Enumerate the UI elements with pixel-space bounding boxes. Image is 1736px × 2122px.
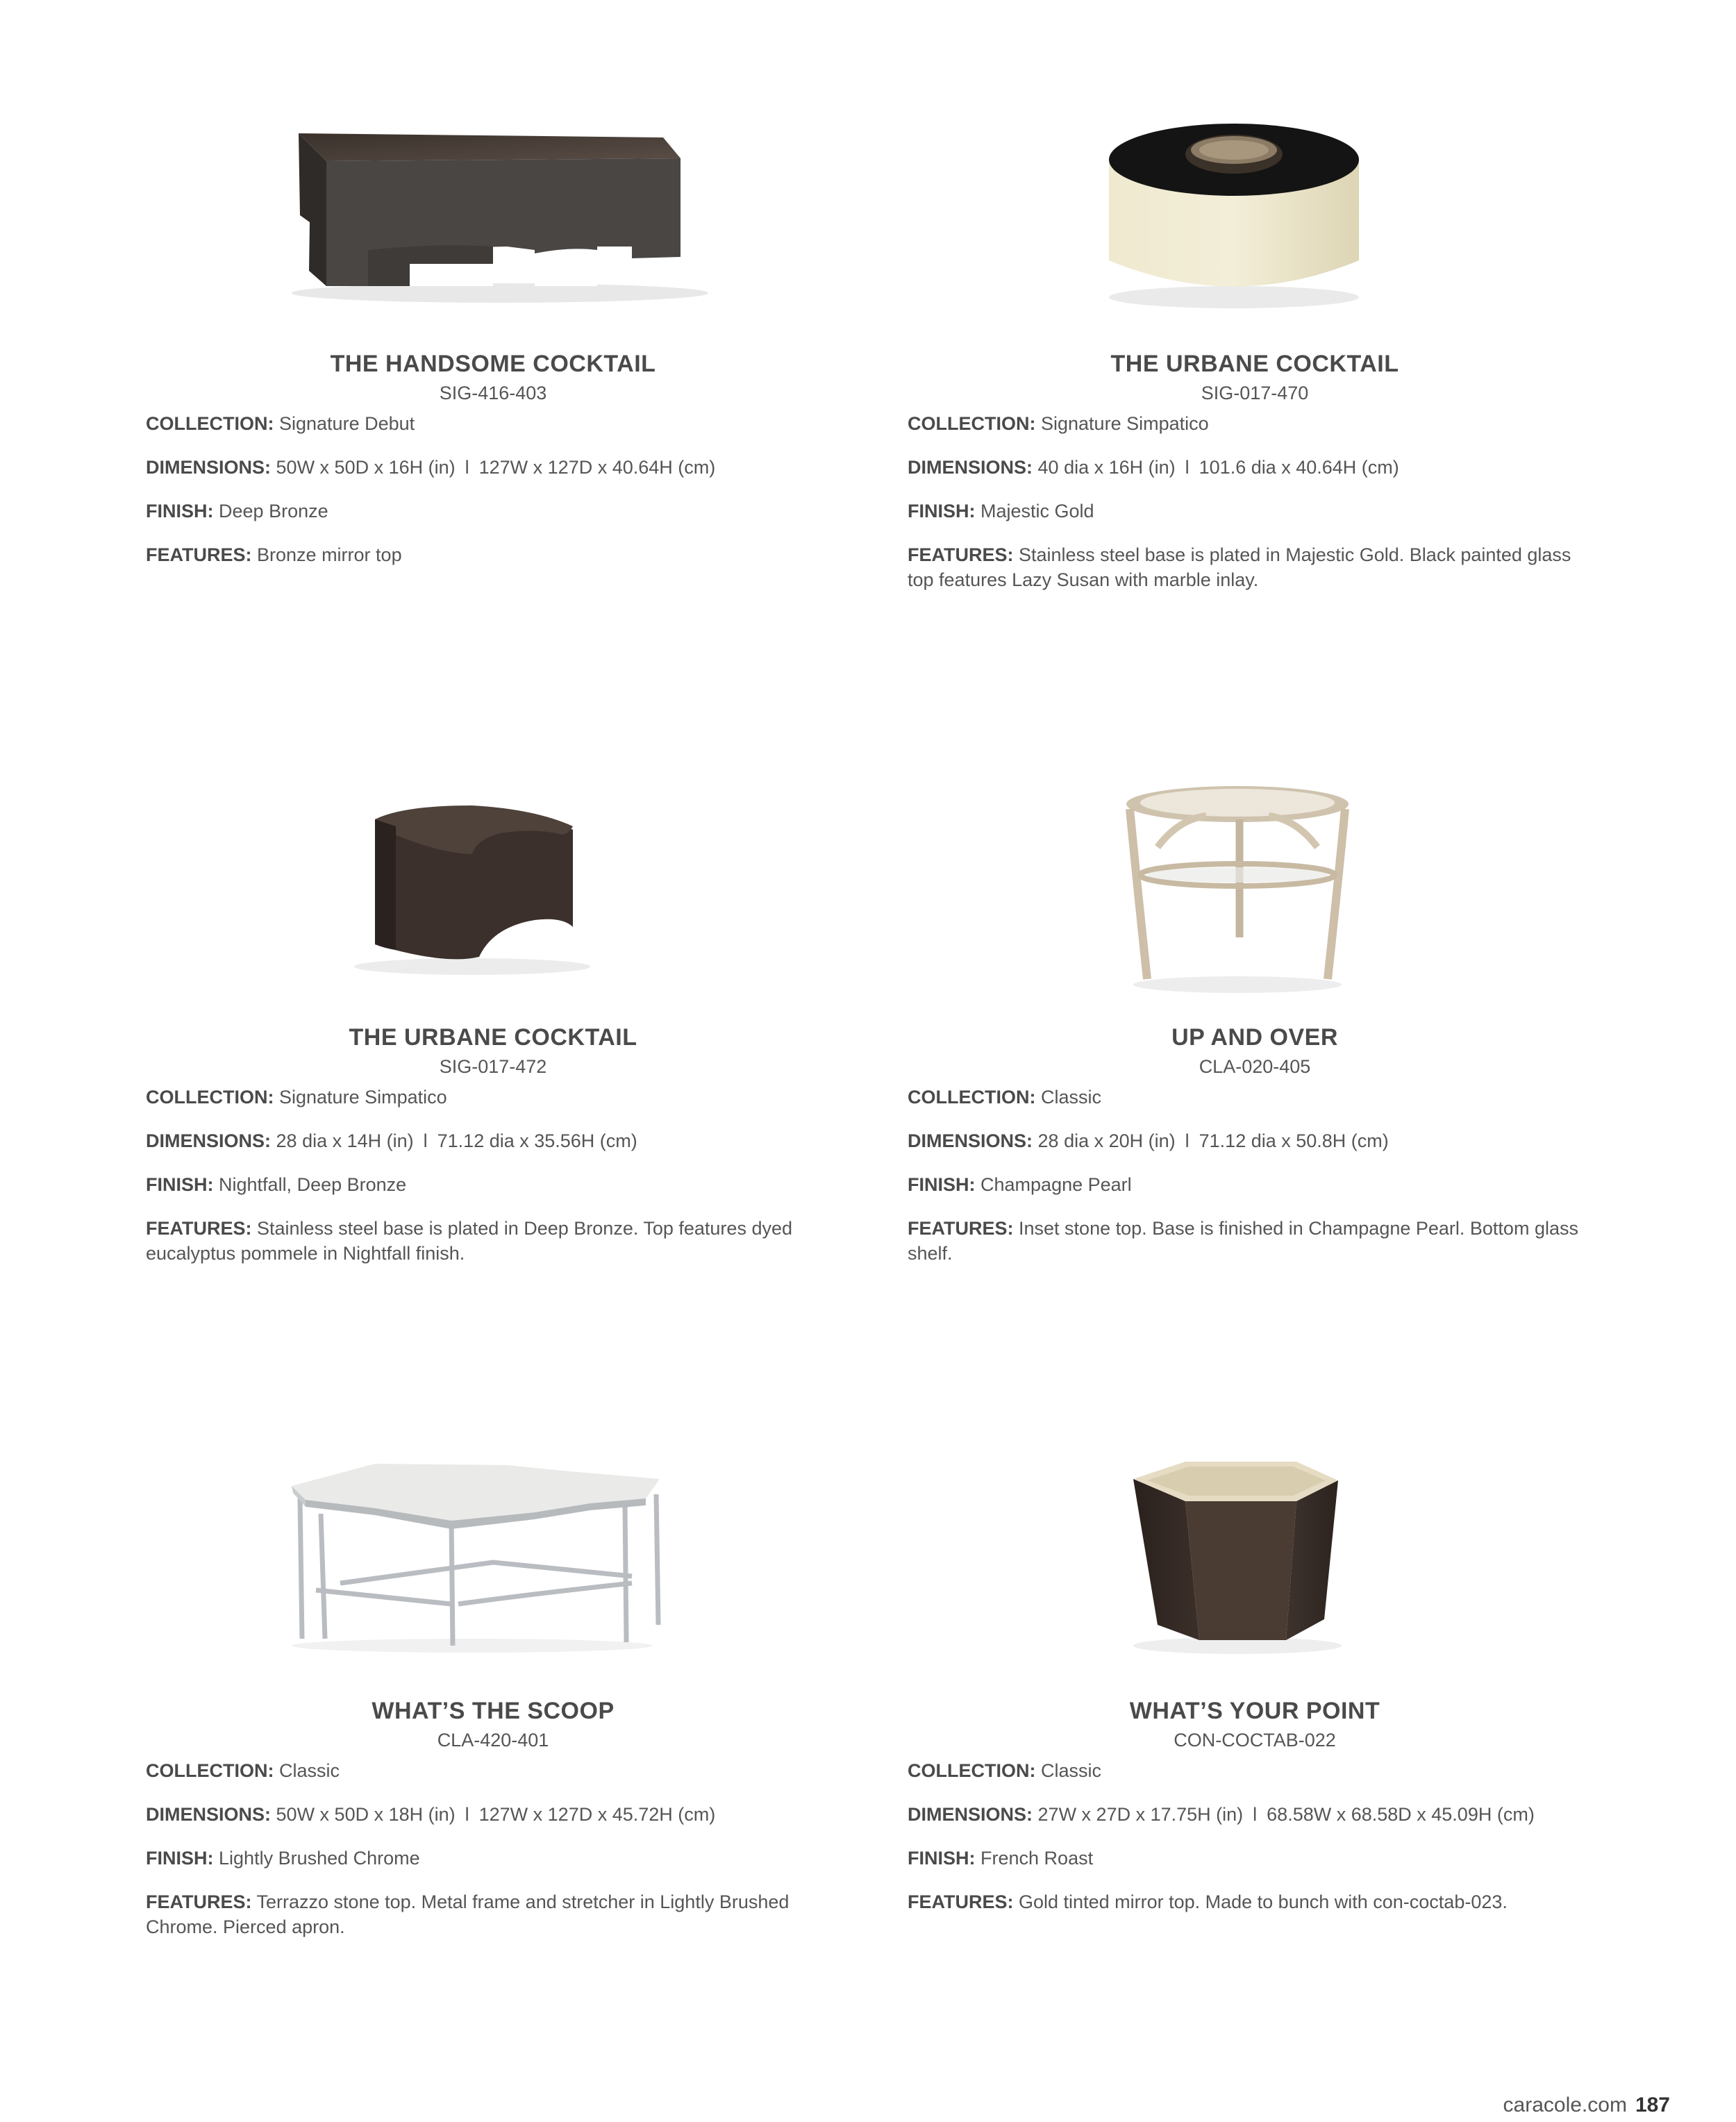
features-label: FEATURES: [908,1218,1014,1239]
product-image-whats-the-scoop [146,1437,840,1701]
features-line [146,542,840,567]
finish-value: French Roast [980,1848,1094,1869]
collection-label: COLLECTION: [146,413,274,434]
features-value: Inset stone top. Base is finished in Champagne Pearl. Bottom glass shelf. [908,1218,1578,1264]
product-title: THE URBANE COCKTAIL [1110,351,1399,377]
dimensions-separator: l [465,1804,469,1825]
features-label: FEATURES: [908,1891,1014,1912]
features-value: Stainless steel base is plated in Deep Bronze. Top features dyed eucalyptus pommele in Nightfall finish. [146,1218,792,1264]
collection-label: COLLECTION: [146,1087,274,1108]
dimensions-cm: 127W x 127D x 40.64H (cm) [478,457,716,478]
product-image-handsome-cocktail [146,104,840,368]
collection-line [146,411,840,436]
collection-line [146,1758,840,1783]
collection-value: Signature Debut [279,413,415,434]
product-sku: CLA-020-405 [1199,1056,1311,1077]
dimensions-label: DIMENSIONS: [908,457,1033,478]
dimensions-separator: l [465,457,469,478]
product-image-urbane-cocktail-472 [146,778,840,1042]
collection-value: Classic [279,1760,340,1781]
dimensions-line [908,1128,1602,1153]
collection-label: COLLECTION: [908,1760,1036,1781]
dimensions-cm: 101.6 dia x 40.64H (cm) [1199,457,1399,478]
dimensions-inches: 27W x 27D x 17.75H (in) [1037,1804,1244,1825]
features-line [146,1216,840,1266]
finish-line [908,499,1602,524]
dimensions-inches: 28 dia x 14H (in) [276,1130,414,1151]
product-sku: CLA-420-401 [437,1730,549,1751]
finish-line [908,1172,1602,1197]
finish-label: FINISH: [146,1174,214,1195]
dimensions-label: DIMENSIONS: [908,1804,1033,1825]
dimensions-separator: l [1185,457,1190,478]
page-number: 187 [1635,2094,1670,2116]
collection-line [908,1758,1602,1783]
dimensions-cm: 68.58W x 68.58D x 45.09H (cm) [1267,1804,1535,1825]
page-footer [1503,2094,1670,2117]
product-sku: SIG-017-472 [439,1056,547,1077]
product-image-urbane-cocktail-470 [908,104,1602,368]
dimensions-label: DIMENSIONS: [146,1130,272,1151]
dimensions-cm: 71.12 dia x 35.56H (cm) [437,1130,637,1151]
finish-line [146,1172,840,1197]
features-label: FEATURES: [146,1891,252,1912]
dimensions-line [146,1128,840,1153]
collection-label: COLLECTION: [908,413,1036,434]
collection-line [908,1085,1602,1110]
product-title: WHAT’S THE SCOOP [372,1698,615,1724]
features-line [908,1216,1602,1266]
dimensions-inches: 50W x 50D x 16H (in) [276,457,456,478]
collection-value: Classic [1041,1087,1102,1108]
dimensions-line [908,455,1602,480]
product-image-whats-your-point [908,1437,1602,1701]
dimensions-line [146,1802,840,1827]
product-title: UP AND OVER [1171,1024,1338,1051]
finish-value: Nightfall, Deep Bronze [219,1174,407,1195]
dimensions-inches: 28 dia x 20H (in) [1037,1130,1176,1151]
features-value: Stainless steel base is plated in Majestic Gold. Black painted glass top features Lazy Susan with marble inlay. [908,544,1571,590]
finish-label: FINISH: [146,1848,214,1869]
features-label: FEATURES: [146,544,252,565]
dimensions-label: DIMENSIONS: [146,457,272,478]
features-value: Bronze mirror top [257,544,402,565]
features-label: FEATURES: [908,544,1014,565]
features-value: Gold tinted mirror top. Made to bunch with con-coctab-023. [1019,1891,1508,1912]
finish-line [908,1846,1602,1871]
footer-site-link[interactable]: caracole.com [1503,2094,1627,2116]
product-title: WHAT’S YOUR POINT [1129,1698,1380,1724]
finish-label: FINISH: [146,501,214,521]
product-title: THE HANDSOME COCKTAIL [330,351,656,377]
collection-value: Signature Simpatico [279,1087,447,1108]
finish-value: Majestic Gold [980,501,1094,521]
product-title: THE URBANE COCKTAIL [349,1024,637,1051]
features-line [908,542,1602,592]
product-sku: SIG-017-470 [1201,383,1309,403]
finish-line [146,1846,840,1871]
finish-value: Lightly Brushed Chrome [219,1848,420,1869]
collection-value: Classic [1041,1760,1102,1781]
collection-line [908,411,1602,436]
dimensions-separator: l [423,1130,428,1151]
product-sku: CON-COCTAB-022 [1174,1730,1336,1751]
features-label: FEATURES: [146,1218,252,1239]
dimensions-inches: 40 dia x 16H (in) [1037,457,1176,478]
finish-value: Champagne Pearl [980,1174,1132,1195]
dimensions-cm: 127W x 127D x 45.72H (cm) [478,1804,716,1825]
collection-label: COLLECTION: [146,1760,274,1781]
collection-label: COLLECTION: [908,1087,1036,1108]
finish-label: FINISH: [908,1848,976,1869]
dimensions-line [146,455,840,480]
dimensions-inches: 50W x 50D x 18H (in) [276,1804,456,1825]
features-line [146,1889,840,1939]
dimensions-label: DIMENSIONS: [146,1804,272,1825]
product-image-up-and-over [908,778,1602,1042]
dimensions-line [908,1802,1602,1827]
finish-label: FINISH: [908,1174,976,1195]
collection-value: Signature Simpatico [1041,413,1209,434]
finish-label: FINISH: [908,501,976,521]
collection-line [146,1085,840,1110]
features-value: Terrazzo stone top. Metal frame and stretcher in Lightly Brushed Chrome. Pierced apron. [146,1891,790,1937]
dimensions-cm: 71.12 dia x 50.8H (cm) [1199,1130,1389,1151]
dimensions-label: DIMENSIONS: [908,1130,1033,1151]
features-line [908,1889,1602,1914]
dimensions-separator: l [1185,1130,1190,1151]
product-sku: SIG-416-403 [439,383,547,403]
dimensions-separator: l [1253,1804,1258,1825]
finish-value: Deep Bronze [219,501,328,521]
finish-line [146,499,840,524]
